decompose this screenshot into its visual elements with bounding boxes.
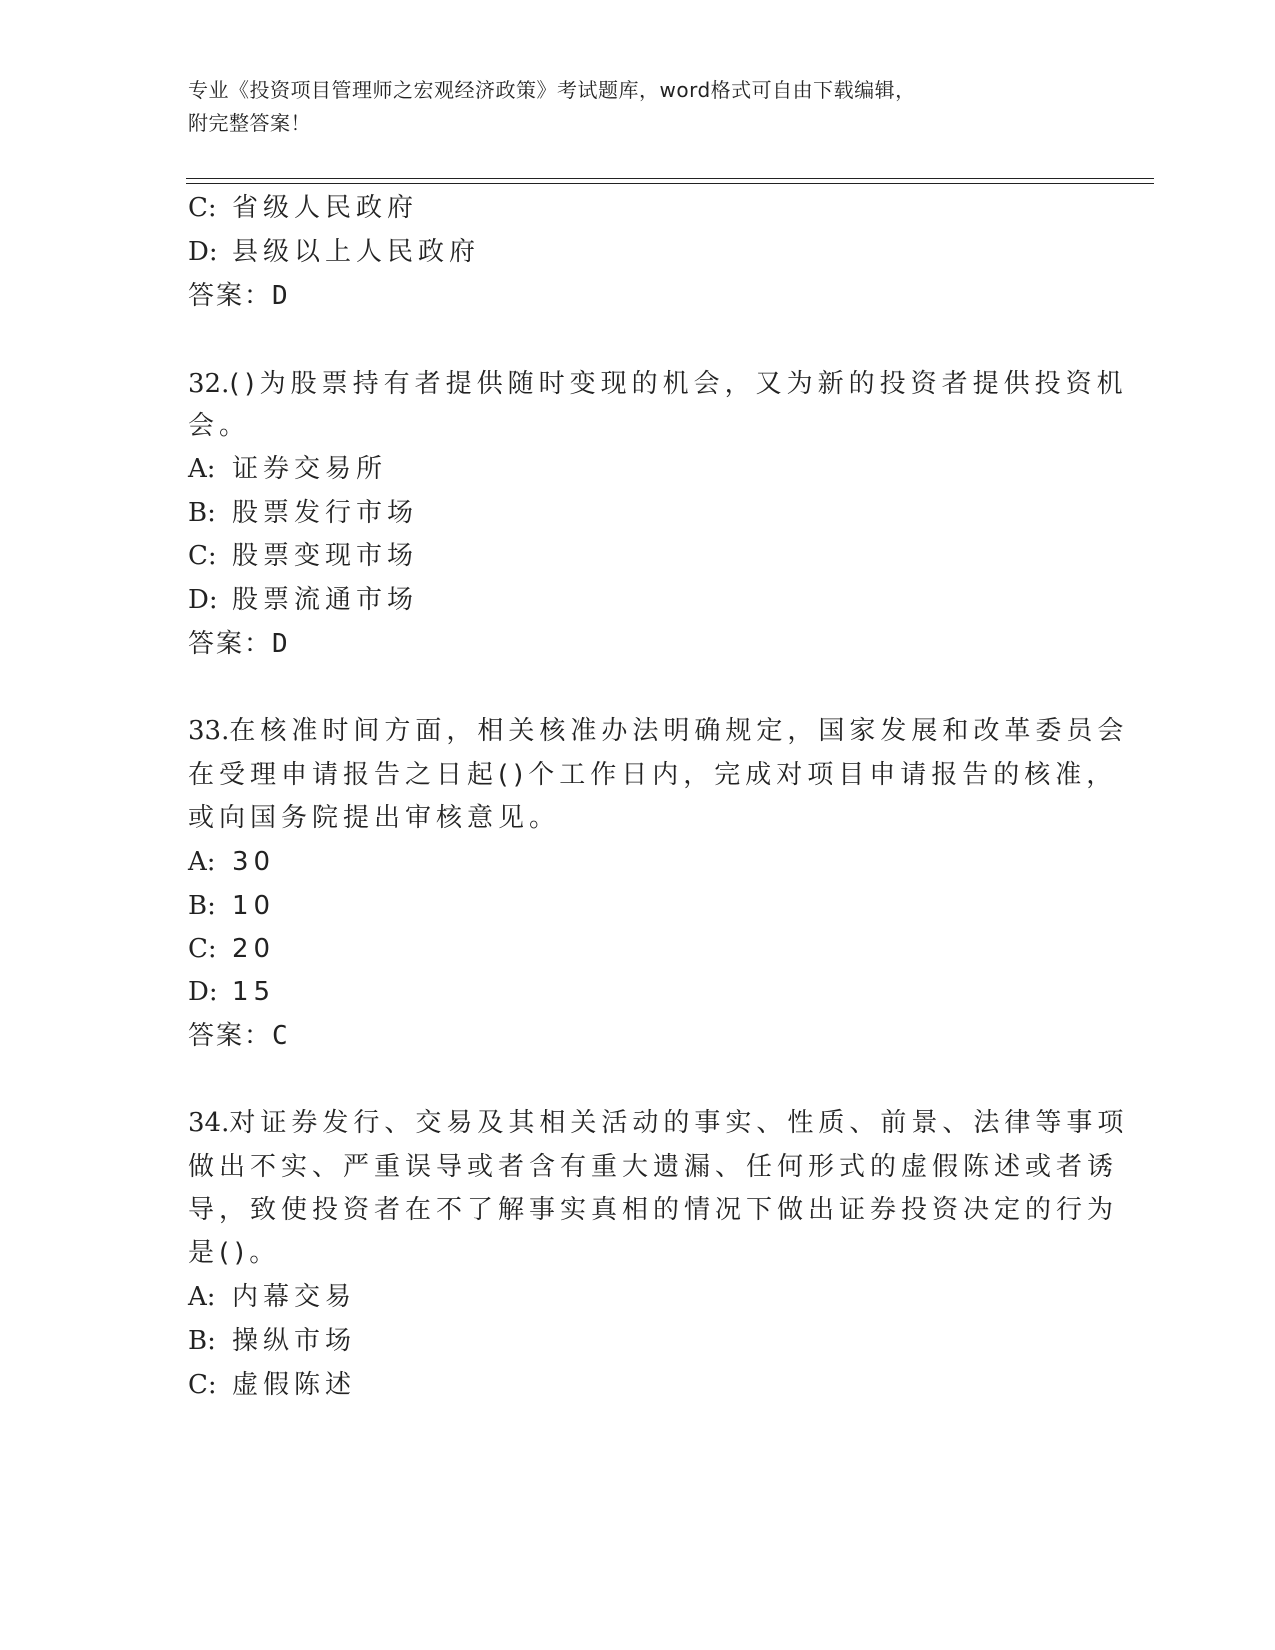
answer-value: D — [272, 281, 288, 311]
question-32-option-b — [188, 498, 418, 528]
question-text: 对证券发行、交易及其相关活动的事实、性质、前景、法律等事项 — [229, 1108, 1129, 1138]
answer-label: 答案： — [188, 1021, 273, 1051]
option-text: 15 — [232, 977, 276, 1007]
question-text: ()为股票持有者提供随时变现的机会，又为新的投资者提供投资机 — [229, 369, 1128, 399]
option-d-prev — [188, 237, 480, 267]
question-32-line-1 — [188, 369, 1128, 399]
option-key: A: — [188, 847, 216, 877]
option-key: C: — [188, 934, 217, 964]
option-text: 股票变现市场 — [232, 541, 419, 571]
option-key: B: — [188, 498, 216, 528]
question-34-option-a — [188, 1282, 356, 1312]
question-34-line-3: 导，致使投资者在不了解事实真相的情况下做出证券投资决定的行为 — [188, 1195, 1119, 1225]
question-34-line-4: 是()。 — [188, 1238, 281, 1268]
option-text: 股票流通市场 — [232, 585, 419, 615]
question-33-option-b — [188, 891, 275, 921]
question-33-line-3: 或向国务院提出审核意见。 — [188, 803, 561, 833]
question-34-line-1 — [188, 1108, 1128, 1138]
option-key: B: — [188, 891, 216, 921]
option-text: 县级以上人民政府 — [232, 237, 481, 267]
question-32-option-c — [188, 541, 418, 571]
option-key: D: — [188, 977, 218, 1007]
answer-value: D — [272, 629, 288, 659]
header-line-1: 专业《投资项目管理师之宏观经济政策》考试题库，word格式可自由下载编辑， — [188, 78, 916, 102]
answer-label: 答案： — [188, 281, 273, 311]
question-33-line-1 — [188, 716, 1128, 746]
header-divider-bottom — [186, 183, 1154, 184]
option-text: 10 — [232, 891, 276, 921]
option-text: 内幕交易 — [232, 1282, 357, 1312]
answer-value: C — [272, 1021, 288, 1051]
option-text: 证券交易所 — [232, 454, 388, 484]
option-key: A: — [188, 1282, 216, 1312]
option-key: A: — [188, 454, 216, 484]
option-text: 省级人民政府 — [232, 193, 419, 223]
header-line-2: 附完整答案！ — [188, 111, 311, 135]
document-header — [188, 74, 1068, 140]
question-33-option-c — [188, 934, 275, 964]
question-32-option-a — [188, 454, 387, 484]
option-c-prev — [188, 193, 418, 223]
option-key: D: — [188, 237, 218, 267]
question-33-line-2: 在受理申请报告之日起()个工作日内，完成对项目申请报告的核准， — [188, 760, 1118, 790]
header-divider-top — [186, 178, 1154, 179]
option-text: 操纵市场 — [232, 1326, 357, 1356]
question-32-option-d — [188, 585, 418, 615]
answer-prev — [188, 281, 288, 311]
option-text: 30 — [232, 847, 276, 877]
option-key: D: — [188, 585, 218, 615]
option-text: 20 — [232, 934, 276, 964]
question-33-option-d — [188, 977, 275, 1007]
question-number: 34. — [188, 1108, 230, 1138]
question-32-line-2: 会。 — [188, 411, 251, 441]
option-text: 虚假陈述 — [232, 1370, 357, 1400]
question-34-option-b — [188, 1326, 356, 1356]
question-text: 在核准时间方面，相关核准办法明确规定，国家发展和改革委员会 — [229, 716, 1129, 746]
question-34-option-c — [188, 1370, 356, 1400]
answer-label: 答案： — [188, 629, 273, 659]
question-number: 32. — [188, 369, 230, 399]
question-number: 33. — [188, 716, 230, 746]
question-32-answer — [188, 629, 288, 659]
option-key: C: — [188, 1370, 217, 1400]
option-key: C: — [188, 193, 217, 223]
question-33-option-a — [188, 847, 275, 877]
option-key: C: — [188, 541, 217, 571]
option-key: B: — [188, 1326, 216, 1356]
question-33-answer — [188, 1021, 288, 1051]
option-text: 股票发行市场 — [232, 498, 419, 528]
question-34-line-2: 做出不实、严重误导或者含有重大遗漏、任何形式的虚假陈述或者诱 — [188, 1152, 1119, 1182]
